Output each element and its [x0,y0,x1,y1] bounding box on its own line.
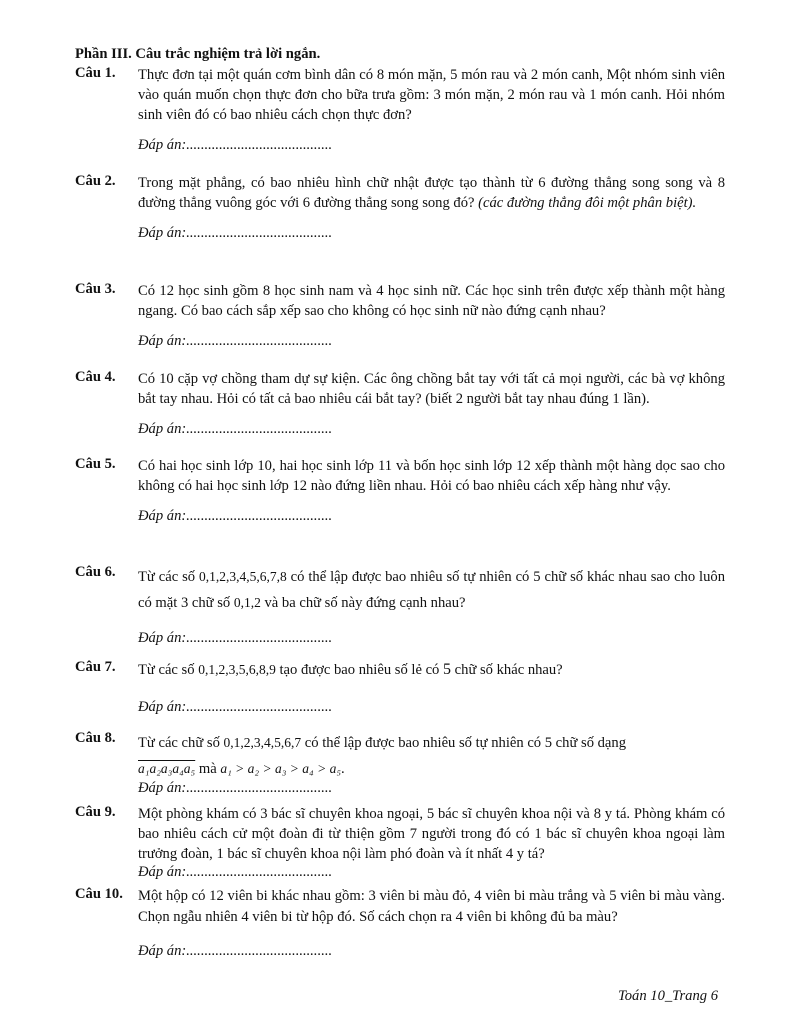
question-1 [75,65,725,155]
question-text: Có 10 cặp vợ chồng tham dự sự kiện. Các ông chồng bắt tay với tất cả mọi người, các bà vợ không bắt tay nhau. Hỏi có tất cả bao nhiêu cái bắt tay? (biết 2 người bắt tay nhau đúng 1 lần). [138,371,725,407]
text-segment: và ba chữ số này đứng cạnh nhau? [260,595,466,611]
question-label: Câu 10. [75,886,123,902]
question-label: Câu 5. [75,456,116,472]
question-text: Có 12 học sinh gồm 8 học sinh nam và 4 học sinh nữ. Các học sinh trên được xếp thành một hàng ngang. Có bao cách sắp xếp sao cho không có học sinh nữ nào đứng cạnh nhau? [138,283,725,319]
question-label: Câu 3. [75,281,116,297]
answer-line: Đáp án:........................................ [138,333,333,349]
question-text: Có hai học sinh lớp 10, hai học sinh lớp 11 và bốn học sinh lớp 12 xếp thành một hàng dọc sao cho không có hai học sinh lớp 12 nào đứng liền nhau. Hỏi có bao nhiêu cách xếp hàng như vậy. [138,458,725,494]
question-label: Câu 4. [75,369,116,385]
answer-line: Đáp án:........................................ [138,864,333,880]
question-3 [75,281,725,351]
question-text [138,564,725,616]
text-segment: tạo được bao nhiêu số lẻ có [275,662,444,678]
question-text: Thực đơn tại một quán cơm bình dân có 8 món mặn, 5 món rau và 2 món canh, Một nhóm sinh viên vào quán muốn chọn thực đơn cho bữa trưa gồm: 3 món mặn, 2 món rau và 1 món canh. Hỏi nhóm sinh viên đó có bao nhiêu cách chọn thực đơn? [138,67,725,123]
question-text-italic: (các đường thẳng đôi một phân biệt). [478,195,697,211]
question-2 [75,173,725,243]
math-digits: 5 [443,661,452,678]
math-number-form: a₁a₂a₃a₄a₅ [138,761,196,776]
text-segment: Từ các số [138,662,199,678]
question-8 [75,730,725,798]
answer-line: Đáp án:........................................ [138,699,333,715]
text-segment: Từ các số [138,569,199,585]
question-label: Câu 1. [75,65,116,81]
answer-line: Đáp án:........................................ [138,630,333,646]
page-footer: Toán 10_Trang 6 [617,988,718,1004]
math-digits: 0,1,2,3,5,6,8,9 [198,662,276,677]
question-label: Câu 7. [75,659,116,675]
math-inequality: a₁ > a₂ > a₃ > a₄ > a₅ [220,761,342,776]
text-segment: . [341,761,345,777]
text-segment: mà [195,761,221,777]
math-digits: 0,1,2,3,4,5,6,7 [223,735,302,750]
question-text [138,173,725,213]
math-digits: 0,1,2,3,4,5,6,7,8 [198,569,287,584]
answer-line: Đáp án:........................................ [138,421,333,437]
question-text: Một hộp có 12 viên bi khác nhau gồm: 3 viên bi màu đỏ, 4 viên bi màu trắng và 5 viên bi màu vàng. Chọn ngẫu nhiên 4 viên bi từ hộp đó. Số cách chọn ra 4 viên bi không đủ ba màu? [138,888,725,925]
question-text-main: Trong mặt phẳng, có bao nhiêu hình chữ nhật được tạo thành từ 6 đường thẳng song song và 8 đường thẳng vuông góc với 6 đường thẳng song song đó? [138,175,725,211]
question-10 [75,886,725,961]
question-label: Câu 6. [75,564,116,580]
section-title: Phần III. Câu trắc nghiệm trả lời ngắn. [75,46,321,62]
question-label: Câu 2. [75,173,116,189]
answer-line: Đáp án:........................................ [138,225,333,241]
question-label: Câu 9. [75,804,116,820]
text-segment: có thể lập được bao nhiêu số tự nhiên có 5 chữ số khác nhau sao cho luôn có mặt 3 chữ số [138,569,725,611]
text-segment: Từ các chữ số [138,735,224,751]
question-label: Câu 8. [75,730,116,746]
text-segment: có thể lập được bao nhiêu số tự nhiên có 5 chữ số dạng [301,735,627,751]
answer-line: Đáp án:........................................ [138,137,333,153]
text-segment: chữ số khác nhau? [451,662,563,678]
question-6 [75,564,725,648]
question-text [138,659,725,681]
answer-line: Đáp án:........................................ [138,508,333,524]
question-text: Một phòng khám có 3 bác sĩ chuyên khoa ngoại, 5 bác sĩ chuyên khoa nội và 8 y tá. Phòng khám có bao nhiêu cách cử một đoàn đi từ thiện gồm 7 người trong đó có 1 bác sĩ chuyên khoa ngoại làm trưởng đoàn, 1 bác sĩ chuyên khoa nội làm phó đoàn và ít nhất 4 y tá? [138,806,725,862]
question-7 [75,659,725,717]
question-4 [75,369,725,439]
math-digits: 0,1,2 [233,595,261,610]
question-5 [75,456,725,526]
answer-line: Đáp án:........................................ [138,943,333,959]
question-9 [75,804,725,882]
question-text [138,730,725,782]
answer-line: Đáp án:........................................ [138,780,333,796]
